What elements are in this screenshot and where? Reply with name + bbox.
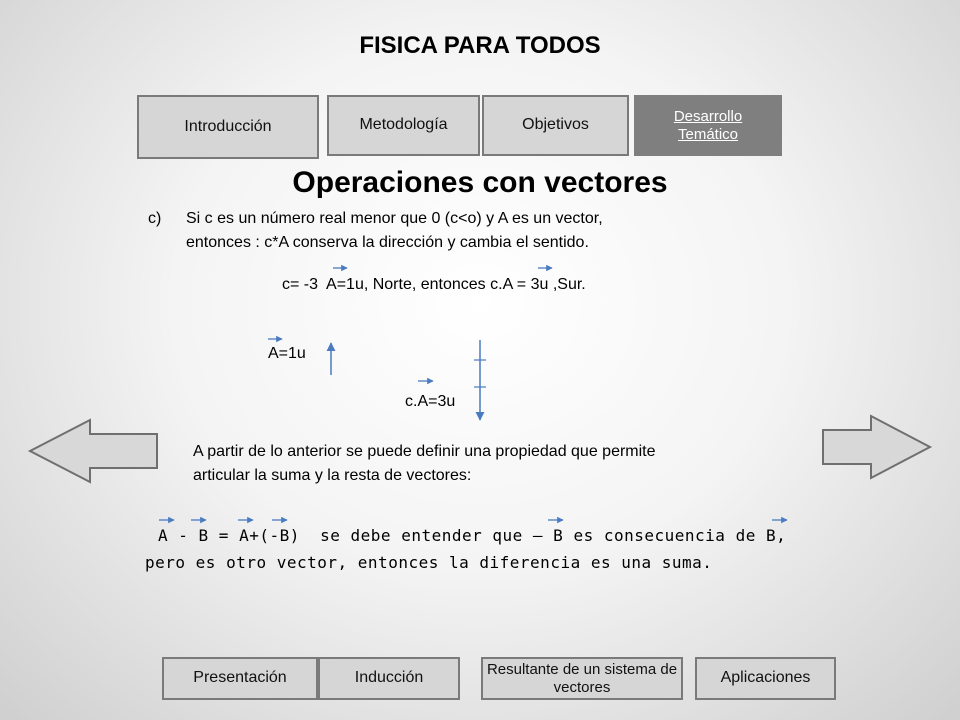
nav-induccion-label: Inducción [354,669,424,687]
item-c-line2: entonces : c*A conserva la dirección y cambia el sentido. [186,234,589,251]
nav-back-arrow-icon[interactable] [30,420,157,482]
item-c-line1: Si c es un número real menor que 0 (c<o) y A es un vector, [186,210,603,227]
nav-resultante-label: Resultante de un sistema de vectores [486,661,678,696]
nav-aplicaciones-label: Aplicaciones [720,669,811,687]
nav-desarrollo-label-1: Desarrollo [673,108,743,126]
site-title: FISICA PARA TODOS [359,32,601,59]
nav-presentacion-label: Presentación [193,669,287,687]
formula-line2: pero es otro vector, entonces la diferencia es una suma. [145,553,713,572]
nav-introduccion-label: Introducción [184,117,272,135]
property-line2: articular la suma y la resta de vectores: [193,467,472,484]
nav-forward-arrow-icon[interactable] [823,416,930,478]
formula-line1: A - B = A+(-B) se debe entender que – B es consecuencia de B, [158,526,787,545]
item-c-label: c) [148,210,162,227]
example-text: c= -3 A=1u, Norte, entonces c.A = 3u ,Sur. [282,276,586,293]
vector-a-label: A=1u [268,345,306,362]
vector-ca-label: c.A=3u [405,393,456,410]
nav-objetivos-label: Objetivos [522,116,589,134]
property-line1: A partir de lo anterior se puede definir una propiedad que permite [193,443,656,460]
nav-aplicaciones[interactable] [695,657,836,700]
page-heading: Operaciones con vectores [292,166,668,199]
nav-resultante[interactable] [481,657,683,700]
nav-presentacion[interactable] [162,657,318,700]
nav-desarrollo-label-2: Temático [677,125,739,143]
nav-induccion[interactable] [318,657,460,700]
nav-metodologia-label: Metodología [359,116,448,134]
